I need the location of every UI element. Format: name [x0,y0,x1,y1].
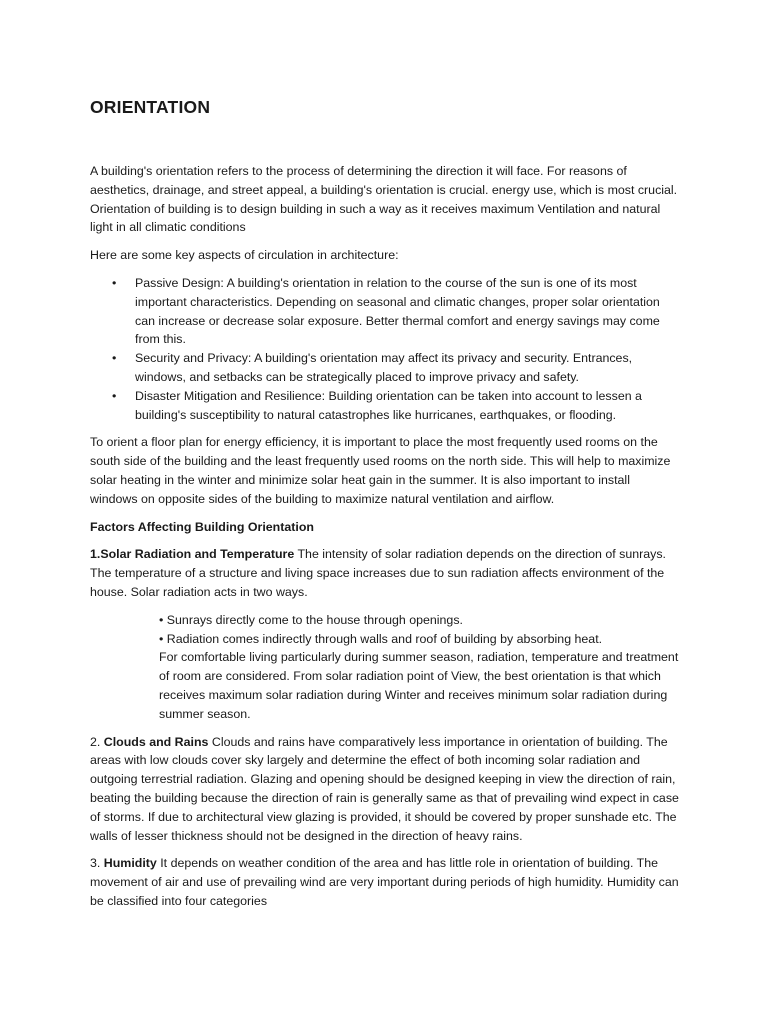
bullet-icon: • [112,275,117,290]
factor-clouds-label: Clouds and Rains [103,734,209,749]
aspects-intro: Here are some key aspects of circulation in architecture: [90,248,399,263]
bullet-icon: • [112,388,117,403]
aspects-list [90,274,680,424]
solar-ways-block [159,611,680,724]
intro-paragraph: A building's orientation refers to the process of determining the direction it will face. For reasons of aesthetics, drainage, and street appeal, a building's orientation is crucial. energy use, which is most crucial. Orientation of building is to design building in such a way as it receives maximum Ventilation and natural light in all climatic conditions [90,164,678,235]
factor-solar-label: 1.Solar Radiation and Temperature [90,547,295,562]
floor-plan-paragraph: To orient a floor plan for energy efficiency, it is important to place the most frequently used rooms on the south side of the building and the least frequently used rooms on the north side. This will help to maximize solar heating in the winter and minimize solar heat gain in the summer. It is also important to install windows on opposite sides of the building to maximize natural ventilation and airflow. [90,435,671,506]
list-item-text: Security and Privacy: A building's orientation may affect its privacy and security. Entrances, windows, and setbacks can be strategically placed to improve privacy and safety. [135,351,633,384]
page-title: ORIENTATION [90,97,211,117]
list-item [90,349,680,387]
list-item-text: Disaster Mitigation and Resilience: Building orientation can be taken into account to lessen a building's susceptibility to natural catastrophes like hurricanes, earthquakes, or flooding. [135,388,642,422]
factor-clouds-number: 2. [90,734,104,749]
factor-clouds-text: Clouds and rains have comparatively less importance in orientation of building. The areas with low clouds cover sky largely and determine the effect of both incoming solar radiation and outgoing terrestrial radiation. Glazing and opening should be designed keeping in view the direction of rain, beating the building because the direction of rain is generally same as that of prevailing wind expect in case of storms. If due to architectural view glazing is provided, it should be covered by proper sunshade etc. The walls of lesser thickness should not be designed in the direction of heavy rains. [90,734,679,843]
factor-clouds-paragraph [90,733,680,846]
factors-heading: Factors Affecting Building Orientation [90,519,314,534]
factor-humidity-paragraph [90,854,680,910]
list-item [90,387,680,425]
factor-humidity-text: It depends on weather condition of the area and has little role in orientation of building. The movement of air and use of prevailing wind are very important during periods of high humidity. Humidity can be classified into four categories [90,856,679,908]
factor-solar-text: The intensity of solar radiation depends on the direction of sunrays. The temperature of a structure and living space increases due to sun radiation affects environment of the house. Solar radiation acts in two ways. [90,547,666,599]
list-item [90,274,680,349]
solar-note: For comfortable living particularly during summer season, radiation, temperature and treatment of room are considered. From solar radiation point of View, the best orientation is that which receives maximum solar radiation during Winter and receives minimum solar radiation during summer season. [159,650,679,721]
factor-solar-paragraph [90,545,680,601]
bullet-icon: • [112,351,117,366]
factor-humidity-label: Humidity [103,856,157,871]
factor-humidity-number: 3. [90,856,104,871]
list-item-text: Passive Design: A building's orientation in relation to the course of the sun is one of its most important characteristics. Depending on seasonal and climatic changes, proper solar orientation can increase or decrease solar exposure. Better thermal comfort and energy savings may come from this. [135,275,660,347]
solar-way-item: • Radiation comes indirectly through walls and roof of building by absorbing heat. [159,631,603,646]
solar-way-item: • Sunrays directly come to the house through openings. [159,612,463,627]
